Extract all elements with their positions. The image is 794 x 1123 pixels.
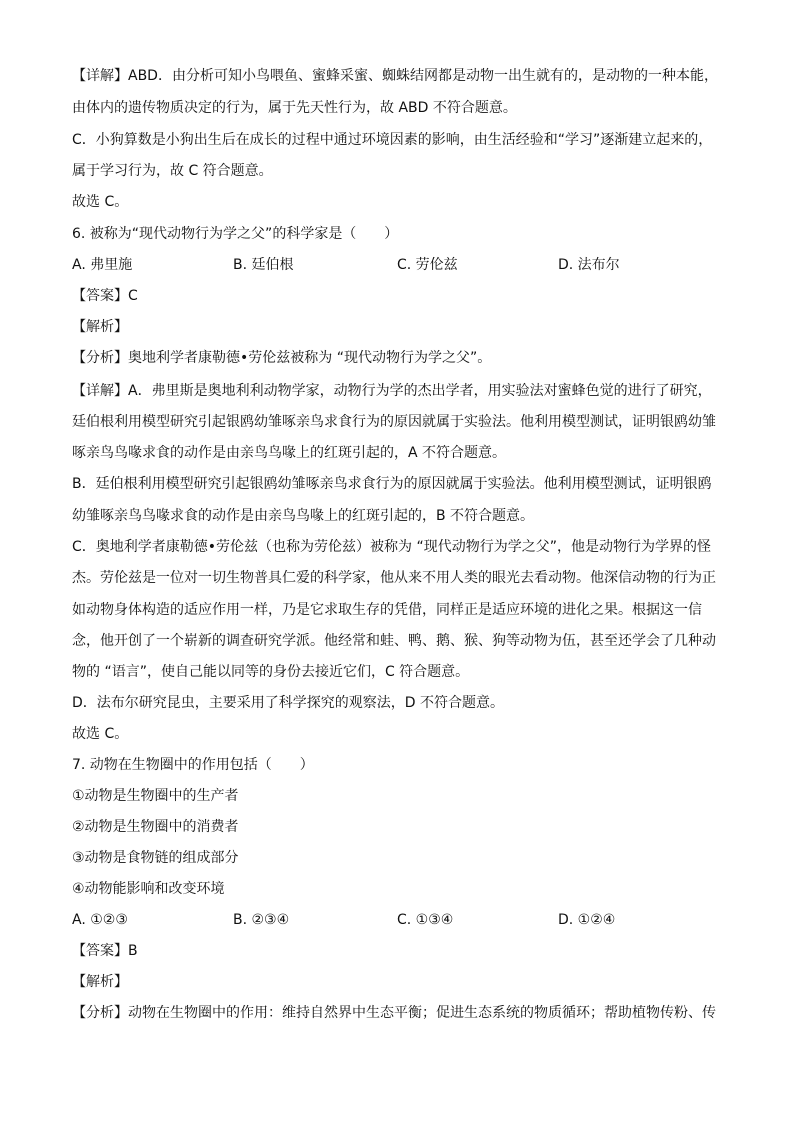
q7-answer: 【答案】B [72,943,138,959]
q6-fenxi: 【分析】奥地利学者康勒德•劳伦兹被称为 “现代动物行为学之父”。 [72,350,492,366]
q7-item-2: ②动物是生物圈中的消费者 [72,819,239,835]
q5-c-line-2: 属于学习行为，故 C 符合题意。 [72,163,273,179]
q6-b-line-2: 幼雏啄亲鸟鸟喙求食的动作是由亲鸟鸟喙上的红斑引起的，B 不符合题意。 [72,508,535,524]
q5-choose: 故选 C。 [72,194,129,210]
q6-c-line-1: C．奥地利学者康勒德•劳伦兹（也称为劳伦兹）被称为 “现代动物行为学之父”，他是动物行为学界的怪 [72,539,711,555]
q7-option-c: C. ①③④ [397,912,454,928]
q7-option-b: B. ②③④ [233,912,290,928]
q7-option-a: A. ①②③ [72,912,128,928]
q7-analysis-tag: 【解析】 [72,974,128,990]
q6-option-c: C. 劳伦兹 [397,257,458,273]
q7-option-d: D. ①②④ [558,912,616,928]
q6-c-line-2: 杰。劳伦兹是一位对一切生物普具仁爱的科学家，他从来不用人类的眼光去看动物。他深信动物的行为正 [72,570,716,586]
q6-a-line-2: 廷伯根利用模型研究引起银鸥幼雏啄亲鸟求食行为的原因就属于实验法。他利用模型测试，证明银鸥幼雏 [72,414,716,430]
q6-analysis-tag: 【解析】 [72,319,128,335]
q6-option-d: D. 法布尔 [558,257,620,273]
q6-c-line-3: 如动物身体构造的适应作用一样，乃是它求取生存的凭借，同样正是适应环境的进化之果。根据这一信 [72,602,702,618]
detail-tag: 【详解】 [72,68,128,84]
q6-option-b: B. 廷伯根 [233,257,294,273]
q7-item-4: ④动物能影响和改变环境 [72,881,225,897]
q6-option-a: A. 弗里施 [72,257,133,273]
q5-detail-line-2: 由体内的遗传物质决定的行为，属于先天性行为，故 ABD 不符合题意。 [72,100,517,116]
q7-item-3: ③动物是食物链的组成部分 [72,850,239,866]
q6-d-line-1: D．法布尔研究昆虫，主要采用了科学探究的观察法，D 不符合题意。 [72,695,505,711]
q6-answer: 【答案】C [72,288,138,304]
q6-a-line-1: 【详解】A．弗里斯是奥地利利动物学家，动物行为学的杰出学者，用实验法对蜜蜂色觉的进行了研究， [72,383,712,399]
q6-c-line-5: 物的 “语言”，使自己能以同等的身份去接近它们，C 符合题意。 [72,664,470,680]
q5-detail-line-1: 【详解】ABD．由分析可知小鸟喂鱼、蜜蜂采蜜、蜘蛛结网都是动物一出生就有的，是动物的一种本能， [72,68,718,84]
q6-c-line-4: 念，他开创了一个崭新的调查研究学派。他经常和蛙、鸭、鹅、猴、狗等动物为伍，甚至还学会了几种动 [72,633,716,649]
q7-stem: 7. 动物在生物圈中的作用包括（ ） [72,757,314,773]
q6-choose: 故选 C。 [72,726,129,742]
q7-item-1: ①动物是生物圈中的生产者 [72,788,239,804]
q6-b-line-1: B．廷伯根利用模型研究引起银鸥幼雏啄亲鸟求食行为的原因就属于实验法。他利用模型测试，证明银鸥 [72,476,712,492]
q7-fenxi: 【分析】动物在生物圈中的作用：维持自然界中生态平衡；促进生态系统的物质循环；帮助植物传粉、传 [72,1005,716,1021]
q5-c-line-1: C．小狗算数是小狗出生后在成长的过程中通过环境因素的影响，由生活经验和“学习”逐渐建立起来的， [72,132,713,148]
q6-a-line-3: 啄亲鸟鸟喙求食的动作是由亲鸟鸟喙上的红斑引起的，A 不符合题意。 [72,445,507,461]
q6-stem: 6. 被称为“现代动物行为学之父”的科学家是（ ） [72,226,399,242]
